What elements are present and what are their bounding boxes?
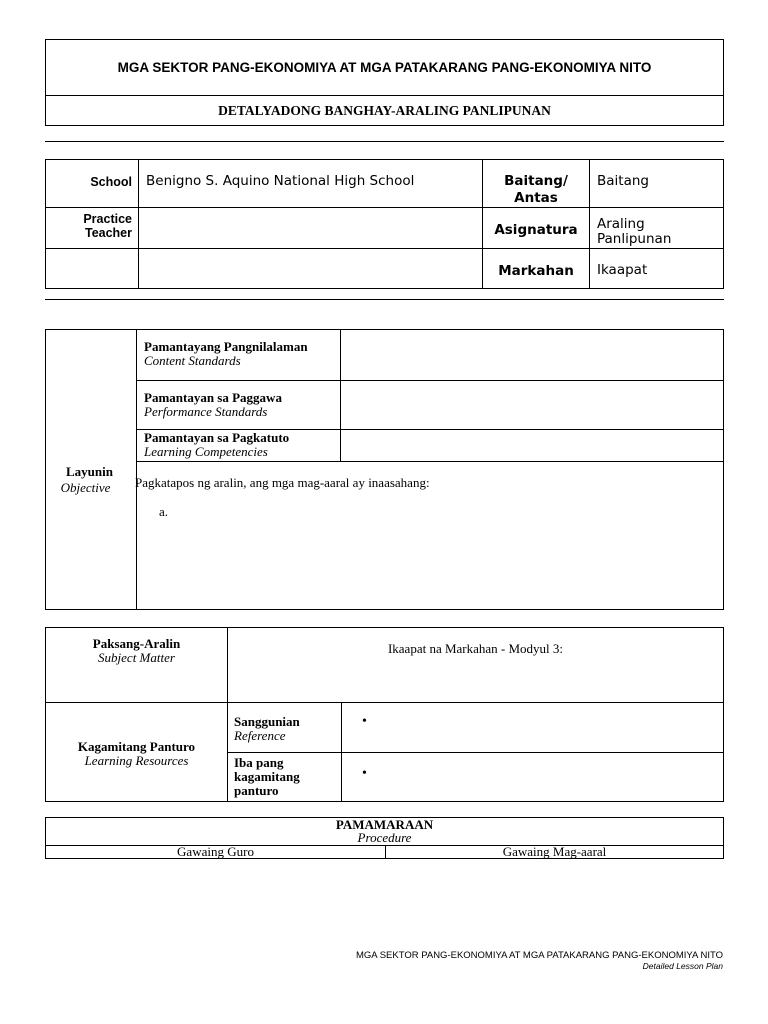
paksa-value: Ikaapat na Markahan - Modyul 3: xyxy=(387,641,564,656)
divider-2 xyxy=(45,299,724,300)
school-label: School xyxy=(90,175,132,189)
baitang-label-1: Baitang/ xyxy=(504,173,568,189)
asignatura-value-2: Panlipunan xyxy=(597,231,672,247)
iba-label-1: Iba pang xyxy=(234,755,284,770)
paksa-sub: Subject Matter xyxy=(98,650,175,665)
procedure-sub: Procedure xyxy=(357,830,412,845)
procedure-title: PAMAMARAAN xyxy=(335,817,434,832)
iba-label-3: panturo xyxy=(234,783,279,798)
learning-competencies-label: Pamantayan sa Pagkatuto xyxy=(144,430,290,445)
info-table xyxy=(45,159,724,289)
kagamitan-label-cell xyxy=(46,703,228,802)
content-standards-label-cell xyxy=(137,330,341,381)
school-value: Benigno S. Aquino National High School xyxy=(146,173,415,189)
sanggunian-sub: Reference xyxy=(234,728,286,743)
sanggunian-bullet: • xyxy=(362,714,367,729)
markahan-value-cell xyxy=(590,249,724,289)
objectives-intro: Pagkatapos ng aralin, ang mga mag-aaral ay inaasahang: xyxy=(135,475,430,490)
objectives-table xyxy=(45,329,724,610)
header-table xyxy=(45,39,724,126)
asignatura-value-cell xyxy=(590,208,724,249)
empty-label-cell xyxy=(46,249,139,289)
divider-1 xyxy=(45,141,724,142)
asignatura-label-cell xyxy=(483,208,590,249)
sanggunian-label-cell xyxy=(228,703,342,753)
practice-teacher-value-cell xyxy=(139,208,483,249)
performance-standards-label: Pamantayan sa Paggawa xyxy=(144,390,282,405)
baitang-value: Baitang xyxy=(597,173,649,189)
school-label-cell xyxy=(46,160,139,208)
kagamitan-sub: Learning Resources xyxy=(84,752,189,768)
sanggunian-value-cell xyxy=(342,703,724,753)
footer-title: MGA SEKTOR PANG-EKONOMIYA AT MGA PATAKARANG PANG-EKONOMIYA NITO xyxy=(355,950,723,961)
learning-competencies-sub: Learning Competencies xyxy=(144,444,268,459)
layunin-sub: Objective xyxy=(60,479,111,495)
content-standards-sub: Content Standards xyxy=(144,353,241,368)
asignatura-value-1: Araling xyxy=(597,216,645,232)
iba-label-cell xyxy=(228,753,342,802)
subject-table xyxy=(45,627,724,802)
school-value-cell xyxy=(139,160,483,208)
sanggunian-label: Sanggunian xyxy=(234,714,300,729)
paksa-label-cell xyxy=(46,628,228,703)
document-subtitle: DETALYADONG BANGHAY-ARALING PANLIPUNAN xyxy=(218,102,551,118)
procedure-table xyxy=(45,817,724,859)
baitang-value-cell xyxy=(590,160,724,208)
document-title: MGA SEKTOR PANG-EKONOMIYA AT MGA PATAKARANG PANG-EKONOMIYA NITO xyxy=(117,59,652,75)
practice-teacher-label-2: Teacher xyxy=(84,226,132,240)
iba-bullet: • xyxy=(362,766,367,781)
markahan-value: Ikaapat xyxy=(597,262,648,278)
performance-standards-value-cell xyxy=(341,381,724,430)
col-student-cell xyxy=(386,846,724,859)
practice-teacher-label-cell xyxy=(46,208,139,249)
markahan-label: Markahan xyxy=(498,263,574,279)
learning-competencies-value-cell xyxy=(341,430,724,462)
col-teacher-label: Gawaing Guro xyxy=(177,844,254,859)
content-standards-value-cell xyxy=(341,330,724,381)
empty-value-cell xyxy=(139,249,483,289)
learning-competencies-label-cell xyxy=(137,430,341,462)
footer xyxy=(356,950,723,972)
baitang-label-2: Antas xyxy=(514,190,558,206)
kagamitan-label: Kagamitang Panturo xyxy=(77,738,196,754)
header-subtitle-cell xyxy=(46,96,724,126)
col-student-label: Gawaing Mag-aaral xyxy=(502,844,607,859)
iba-value-cell xyxy=(342,753,724,802)
paksa-label: Paksang-Aralin xyxy=(92,636,181,651)
layunin-label: Layunin xyxy=(66,463,113,479)
objectives-body-cell xyxy=(137,462,724,610)
header-title-cell xyxy=(46,40,724,96)
performance-standards-label-cell xyxy=(137,381,341,430)
practice-teacher-label-1: Practice xyxy=(83,212,132,226)
performance-standards-sub: Performance Standards xyxy=(144,404,268,419)
iba-label-2: kagamitang xyxy=(234,769,300,784)
layunin-cell xyxy=(46,330,137,610)
content-standards-label: Pamantayang Pangnilalaman xyxy=(144,339,308,354)
paksa-value-cell xyxy=(228,628,724,703)
footer-sub: Detailed Lesson Plan xyxy=(642,961,723,971)
markahan-label-cell xyxy=(483,249,590,289)
asignatura-label: Asignatura xyxy=(494,221,578,238)
baitang-label-cell xyxy=(483,160,590,208)
objectives-item-a: a. xyxy=(159,504,169,519)
procedure-header-cell xyxy=(46,818,724,846)
col-teacher-cell xyxy=(46,846,386,859)
